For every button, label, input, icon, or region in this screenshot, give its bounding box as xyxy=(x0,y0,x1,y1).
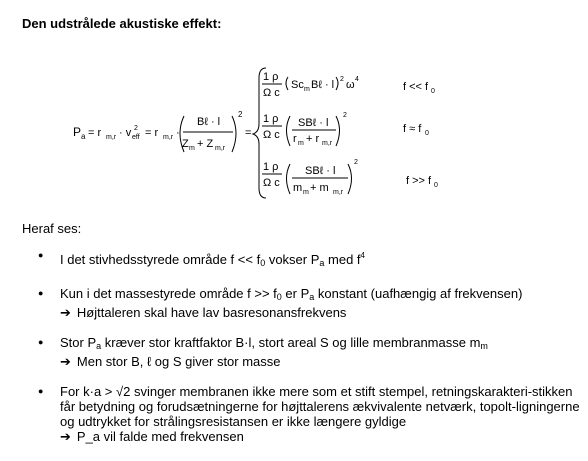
svg-text:a: a xyxy=(81,132,86,141)
radiated-power-equation xyxy=(0,60,588,210)
arrow-right-icon: ➔ xyxy=(60,305,71,320)
list-subitem: ➔ Men stor B, ℓ og S giver stor masse xyxy=(60,354,281,369)
list-subitem: ➔ P_a vil falde med frekvensen xyxy=(60,429,244,444)
svg-text:2: 2 xyxy=(343,112,347,119)
svg-text:4: 4 xyxy=(355,76,359,83)
svg-text:Sc: Sc xyxy=(291,79,304,91)
svg-text:2: 2 xyxy=(354,159,358,166)
svg-text:Z: Z xyxy=(182,138,189,150)
svg-text:f >> f: f >> f xyxy=(406,175,432,187)
svg-text:1 ρ: 1 ρ xyxy=(263,71,279,83)
svg-text:Bℓ · l: Bℓ · l xyxy=(311,79,335,91)
svg-text:Ω c: Ω c xyxy=(263,87,280,99)
svg-text:m,r: m,r xyxy=(215,145,226,152)
list-item: ● For k·a > √2 svinger membranen ikke mere som et stift stempel, retningskarakteri-stikken får betydning og forudsætningerne for højttalerens ækvivalente netværk, topolt-ligningerne og udtrykket for strålingsresistansen er ikke længere gyldige ➔ P_a vil falde med frekvensen xyxy=(22,384,582,444)
svg-text:m: m xyxy=(189,145,195,152)
svg-text:m,r: m,r xyxy=(106,134,117,141)
svg-text:r: r xyxy=(293,133,297,145)
svg-text:0: 0 xyxy=(425,130,429,137)
list-item: ● Stor Pa kræver stor kraftfaktor B·l, stort areal S og lille membranmasse mm ➔ Men stor B, ℓ og S giver stor masse xyxy=(22,335,582,369)
svg-text:m,r: m,r xyxy=(163,134,174,141)
svg-text:2: 2 xyxy=(134,125,138,132)
svg-text:m: m xyxy=(303,189,309,196)
list-item: ● I det stivhedsstyrede område f << f0 vokser Pa med $f^4$ xyxy=(22,248,582,271)
svg-text:P: P xyxy=(73,125,82,139)
svg-text:SBℓ · l: SBℓ · l xyxy=(298,117,329,129)
svg-text:Ω c: Ω c xyxy=(263,177,280,189)
svg-text:· v: · v xyxy=(119,127,132,139)
page-title: Den udstrålede akustiske effekt: xyxy=(22,16,222,31)
arrow-right-icon: ➔ xyxy=(60,429,71,444)
list-item: ● Kun i det massestyrede område f >> f0 er Pa konstant (uafhængig af frekvensen) ➔ Højttaleren skal have lav basresonansfrekvens xyxy=(22,286,582,320)
svg-text:Bℓ · l: Bℓ · l xyxy=(197,116,221,128)
svg-text:m,r: m,r xyxy=(322,140,333,147)
observations-list xyxy=(22,248,582,459)
svg-text:1 ρ: 1 ρ xyxy=(263,161,279,173)
svg-text:+ m: + m xyxy=(310,182,329,194)
svg-text:f ≈ f: f ≈ f xyxy=(403,123,422,135)
svg-text:0: 0 xyxy=(431,88,435,95)
list-subitem: ➔ Højttaleren skal have lav basresonansfrekvens xyxy=(60,305,347,320)
svg-text:+ r: + r xyxy=(306,133,320,145)
svg-text:ω: ω xyxy=(346,79,355,91)
svg-text:·: · xyxy=(176,127,180,139)
svg-text:2: 2 xyxy=(238,110,243,119)
svg-text:m,r: m,r xyxy=(333,189,344,196)
svg-text:0: 0 xyxy=(434,182,438,189)
svg-text:m: m xyxy=(293,182,303,194)
svg-text:m: m xyxy=(298,140,304,147)
svg-text:= r: = r xyxy=(88,127,102,139)
svg-text:=: = xyxy=(245,127,252,139)
arrow-right-icon: ➔ xyxy=(60,354,71,369)
svg-text:2: 2 xyxy=(340,76,344,83)
intro-text: Heraf ses: xyxy=(22,221,82,236)
svg-text:eff: eff xyxy=(132,134,140,141)
svg-text:= r: = r xyxy=(145,127,159,139)
svg-text:Ω c: Ω c xyxy=(263,129,280,141)
svg-text:SBℓ · l: SBℓ · l xyxy=(305,165,336,177)
svg-text:+ Z: + Z xyxy=(197,138,214,150)
svg-text:f << f: f << f xyxy=(403,81,429,93)
svg-text:1 ρ: 1 ρ xyxy=(263,113,279,125)
svg-text:m: m xyxy=(304,86,310,93)
